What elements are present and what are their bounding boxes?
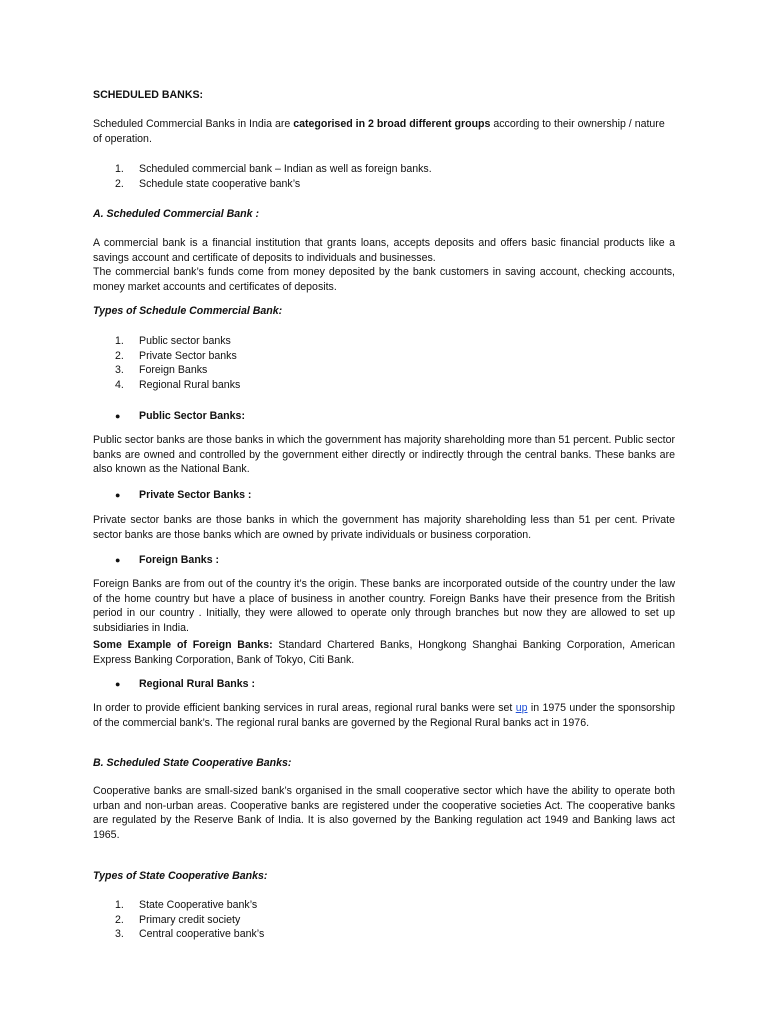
list-item: 3. Foreign Banks [115, 364, 208, 377]
commercial-types-heading: Types of Schedule Commercial Bank: [93, 305, 283, 317]
bullet-icon: ● [115, 555, 121, 565]
regional-rural-paragraph: In order to provide efficient banking services in rural areas, regional rural banks were set up in 1975 under the sponsorship of the commercial bank’s. The regional rural banks are governed by the Regional Rural banks act in 1976. [93, 702, 675, 729]
section-a-heading: A. Scheduled Commercial Bank : [93, 208, 260, 220]
list-item: 2. Schedule state cooperative bank’s [115, 177, 301, 190]
foreign-banks-paragraph: Foreign Banks are from out of the country it’s the origin. These banks are incorporated outside of the country under the law of the home country but have a place of business in another country. Foreign Banks have their presence from the British period in our country . Initially, they were allowed to operate only through branches but now they are allowed to set up subsidiaries in India. [93, 578, 675, 634]
document-page: SCHEDULED BANKS: Scheduled Commercial Banks in India are categorised in 2 broad different groups according to their ownership / nature of operation. 1. Scheduled commercial bank – Indian as well as foreign banks. 2. Schedule state cooperative bank’s A. Scheduled Commercial Bank : A commercial bank is a financial institution that grants loans, accepts deposits and offers basic financial products like a savings account and certificate of deposits to individuals and businesses. The commercial bank’s funds come from money deposited by the bank customers in saving account, checking accounts, money market accounts and certificates of deposits. Types of Schedule Commercial Bank: 1. Public sector banks 2. Private Sector banks 3. Foreign Banks 4. Regional Rural banks ● Public Sector Banks: Public sector banks are those banks in which the government has majority shareholding more than 51 percent. Public sector banks are owned and controlled by the government either directly or indirectly through the central banks. These banks are also known as the National Bank. ● Private Sector Banks : Private sector banks are those banks in which the government has majority shareholding less than 51 per cent. Private sector banks are those banks which are owned by private individuals or business corporation. ● Foreign Banks : Foreign Banks are from out of the country it’s the origin. These banks are incorporated outside of the country under the law of the home country but have a place of business in another country. Foreign Banks have their presence from the British period in our country . Initially, they were allowed to operate only through branches but now they are allowed to set up subsidiaries in India. Some Example of Foreign Banks: Standard Chartered Banks, Hongkong Shanghai Banking Corporation, American Express Banking Corporation, Bank of Tokyo, Citi Bank. ● Regional Rural Banks : In order to provide efficient banking services in rural areas, regional rural banks were set up in 1975 under the sponsorship of the commercial bank’s. The regional rural banks are governed by the Regional Rural banks act in 1976. B. Scheduled State Cooperative Banks: Cooperative banks are small-sized bank’s organised in the small cooperative sector which have the ability to operate both urban and non-urban areas. Cooperative banks are registered under the cooperative societies Act. The cooperative banks are regulated by the Reserve Bank of India. It is also governed by the Banking regulation act 1949 and Banking laws act 1965. Types of State Cooperative Banks: 1. State Cooperative bank’s 2. Primary credit society 3. Central cooperative bank’s [93, 89, 675, 941]
intro-text: Scheduled Commercial Banks in India are [93, 118, 294, 130]
bullet-icon: ● [115, 679, 121, 689]
intro-paragraph [93, 117, 675, 146]
foreign-banks-examples: Some Example of Foreign Banks: Standard Chartered Banks, Hongkong Shanghai Banking Corporation, American Express Banking Corporation, Bank of Tokyo, Citi Bank. [93, 639, 675, 666]
list-item: 1. Public sector banks [115, 335, 231, 347]
list-item: 1. State Cooperative bank’s [115, 899, 258, 911]
intro-text-end: according to their ownership / nature of operation. [93, 118, 665, 145]
groups-list [93, 162, 432, 191]
bullet-icon: ● [115, 490, 121, 500]
list-item: 2. Private Sector banks [115, 349, 237, 362]
list-item: 2. Primary credit society [115, 913, 241, 926]
section-b-heading: B. Scheduled State Cooperative Banks: [93, 757, 292, 769]
private-sector-paragraph: Private sector banks are those banks in which the government has majority shareholding less than 51 per cent. Private sector banks are those banks which are owned by private individuals or business corporation. [93, 514, 675, 541]
section-b-paragraph: Cooperative banks are small-sized bank’s organised in the small cooperative sector which have the ability to operate both urban and non-urban areas. Cooperative banks are registered under the cooperative societies Act. The cooperative banks are regulated by the Reserve Bank of India. It is also governed by the Banking regulation act 1949 and Banking laws act 1965. [93, 785, 675, 841]
list-item: 1. Scheduled commercial bank – Indian as well as foreign banks. [115, 163, 432, 175]
bullet-icon: ● [115, 411, 121, 421]
section-a-paragraph-1: A commercial bank is a financial institution that grants loans, accepts deposits and offers basic financial products like a savings account and certificate of deposits to individuals and businesses. [93, 237, 675, 264]
cooperative-types-list [93, 898, 264, 942]
commercial-types-list [93, 334, 240, 392]
section-a-paragraph-2: The commercial bank’s funds come from money deposited by the bank customers in saving account, checking accounts, money market accounts and certificates of deposits. [93, 266, 675, 293]
list-item: 4. Regional Rural banks [115, 378, 241, 391]
cooperative-types-heading: Types of State Cooperative Banks: [93, 870, 268, 882]
page-title: SCHEDULED BANKS: [93, 89, 204, 101]
list-item: 3. Central cooperative bank’s [115, 928, 265, 941]
up-link[interactable]: up [515, 702, 528, 714]
public-sector-paragraph: Public sector banks are those banks in which the government has majority shareholding more than 51 percent. Public sector banks are owned and controlled by the government either directly or indirectly through the central banks. These banks are also known as the National Bank. [93, 434, 675, 476]
intro-bold-text: categorised in 2 broad different groups [293, 118, 491, 130]
